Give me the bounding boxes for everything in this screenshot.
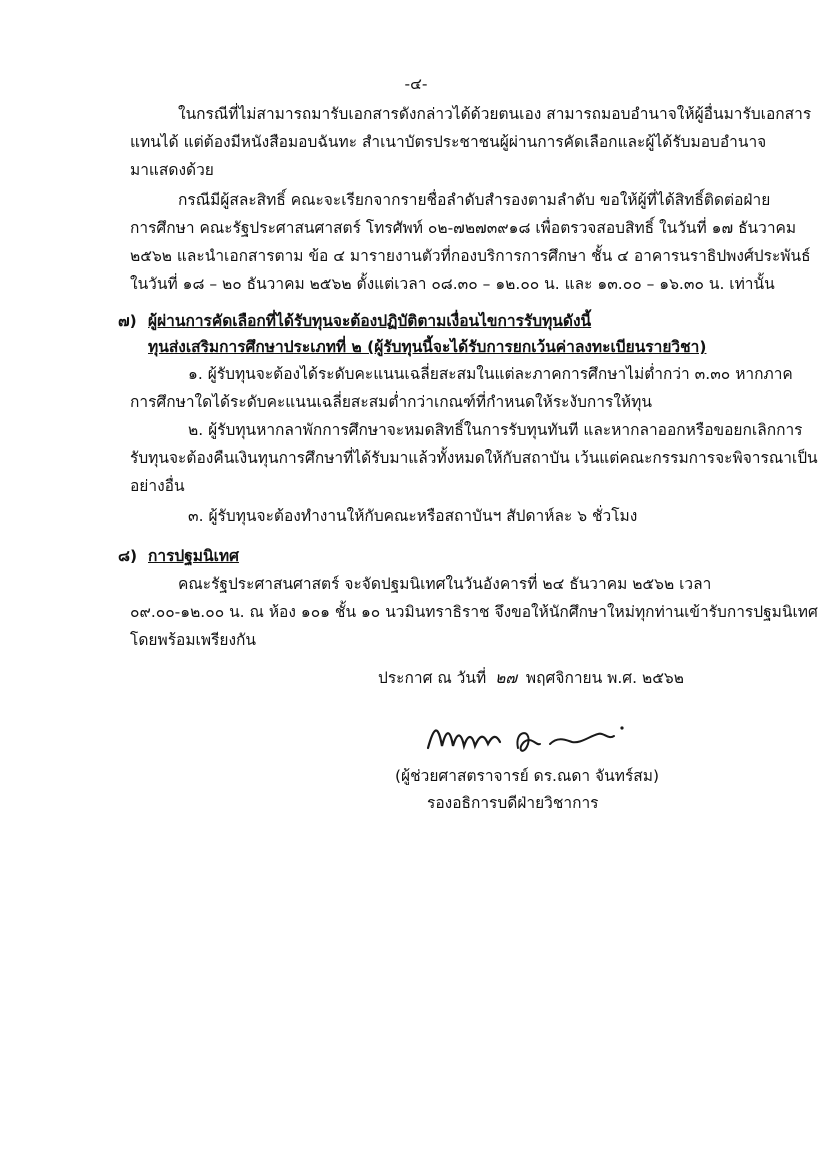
- section-8-line-3: โดยพร้อมเพรียงกัน: [130, 631, 257, 649]
- section-7-item-1-line-2: การศึกษาใดได้ระดับคะแนนเฉลี่ยสะสมต่ำกว่าเกณฑ์ที่กำหนดให้ระงับการให้ทุน: [130, 393, 652, 411]
- section-7-number: ๗): [118, 312, 137, 330]
- paragraph-2-line-3: ๒๕๖๒ และนำเอกสารตาม ข้อ ๔ มารายงานตัวที่กองบริการการศึกษา ชั้น ๔ อาคารนราธิปพงศ์ประพันธ์: [130, 247, 811, 265]
- section-8-line-1: คณะรัฐประศาสนศาสตร์ จะจัดปฐมนิเทศในวันอังคารที่ ๒๔ ธันวาคม ๒๕๖๒ เวลา: [178, 575, 712, 593]
- signature-image: [420, 706, 650, 766]
- signer-name: (ผู้ช่วยศาสตราจารย์ ดร.ณดา จันทร์สม): [395, 767, 659, 785]
- paragraph-1-line-3: มาแสดงด้วย: [130, 161, 214, 179]
- section-8-heading: การปฐมนิเทศ: [148, 547, 239, 565]
- section-8-line-2: ๐๙.๐๐-๑๒.๐๐ น. ณ ห้อง ๑๐๑ ชั้น ๑๐ นวมินทราธิราช จึงขอให้นักศึกษาใหม่ทุกท่านเข้ารับการปฐมนิเทศ: [130, 603, 818, 621]
- signer-title: รองอธิการบดีฝ่ายวิชาการ: [427, 794, 599, 812]
- paragraph-2-line-2: การศึกษา คณะรัฐประศาสนศาสตร์ โทรศัพท์ ๐๒-๗๒๗๓๙๑๘ เพื่อตรวจสอบสิทธิ์ ในวันที่ ๑๗ ธันวาคม: [130, 219, 797, 237]
- paragraph-2-line-1: กรณีมีผู้สละสิทธิ์ คณะจะเรียกจากรายชื่อลำดับสำรองตามลำดับ ขอให้ผู้ที่ได้สิทธิ์ติดต่อฝ่าย: [178, 191, 771, 209]
- section-8-number: ๘): [118, 547, 138, 565]
- paragraph-2-line-4: ในวันที่ ๑๘ – ๒๐ ธันวาคม ๒๕๖๒ ตั้งแต่เวลา ๐๘.๓๐ – ๑๒.๐๐ น. และ ๑๓.๐๐ – ๑๖.๓๐ น. เท่านั้น: [130, 275, 775, 293]
- section-7-subheading: ทุนส่งเสริมการศึกษาประเภทที่ ๒ (ผู้รับทุนนี้จะได้รับการยกเว้นค่าลงทะเบียนรายวิชา): [148, 338, 707, 356]
- section-7-heading: ผู้ผ่านการคัดเลือกที่ได้รับทุนจะต้องปฏิบัติตามเงื่อนไขการรับทุนดังนี้: [148, 312, 592, 330]
- announcement-prefix: ประกาศ ณ วันที่: [378, 669, 487, 687]
- announcement-day: ๒๗: [495, 669, 517, 687]
- section-7-item-2-line-3: อย่างอื่น: [130, 477, 185, 495]
- announcement-date-line: [378, 667, 684, 689]
- paragraph-1-line-1: ในกรณีที่ไม่สามารถมารับเอกสารดังกล่าวได้ด้วยตนเอง สามารถมอบอำนาจให้ผู้อื่นมารับเอกสาร: [178, 105, 812, 123]
- section-7-item-3-line-1: ๓. ผู้รับทุนจะต้องทำงานให้กับคณะหรือสถาบันฯ สัปดาห์ละ ๖ ชั่วโมง: [188, 507, 638, 525]
- announcement-month-year: พฤศจิกายน พ.ศ. ๒๕๖๒: [525, 669, 684, 687]
- page-number: -๔-: [404, 75, 428, 93]
- section-7-item-2-line-1: ๒. ผู้รับทุนหากลาพักการศึกษาจะหมดสิทธิ์ในการรับทุนทันที และหากลาออกหรือขอยกเลิกการ: [188, 421, 803, 439]
- section-7-item-1-line-1: ๑. ผู้รับทุนจะต้องได้ระดับคะแนนเฉลี่ยสะสมในแต่ละภาคการศึกษาไม่ต่ำกว่า ๓.๓๐ หากภาค: [188, 365, 793, 383]
- paragraph-1-line-2: แทนได้ แต่ต้องมีหนังสือมอบฉันทะ สำเนาบัตรประชาชนผู้ผ่านการคัดเลือกและผู้ได้รับมอบอำนาจ: [130, 133, 767, 151]
- section-7-item-2-line-2: รับทุนจะต้องคืนเงินทุนการศึกษาที่ได้รับมาแล้วทั้งหมดให้กับสถาบัน เว้นแต่คณะกรรมการจะพิจารณาเป็น: [130, 449, 818, 467]
